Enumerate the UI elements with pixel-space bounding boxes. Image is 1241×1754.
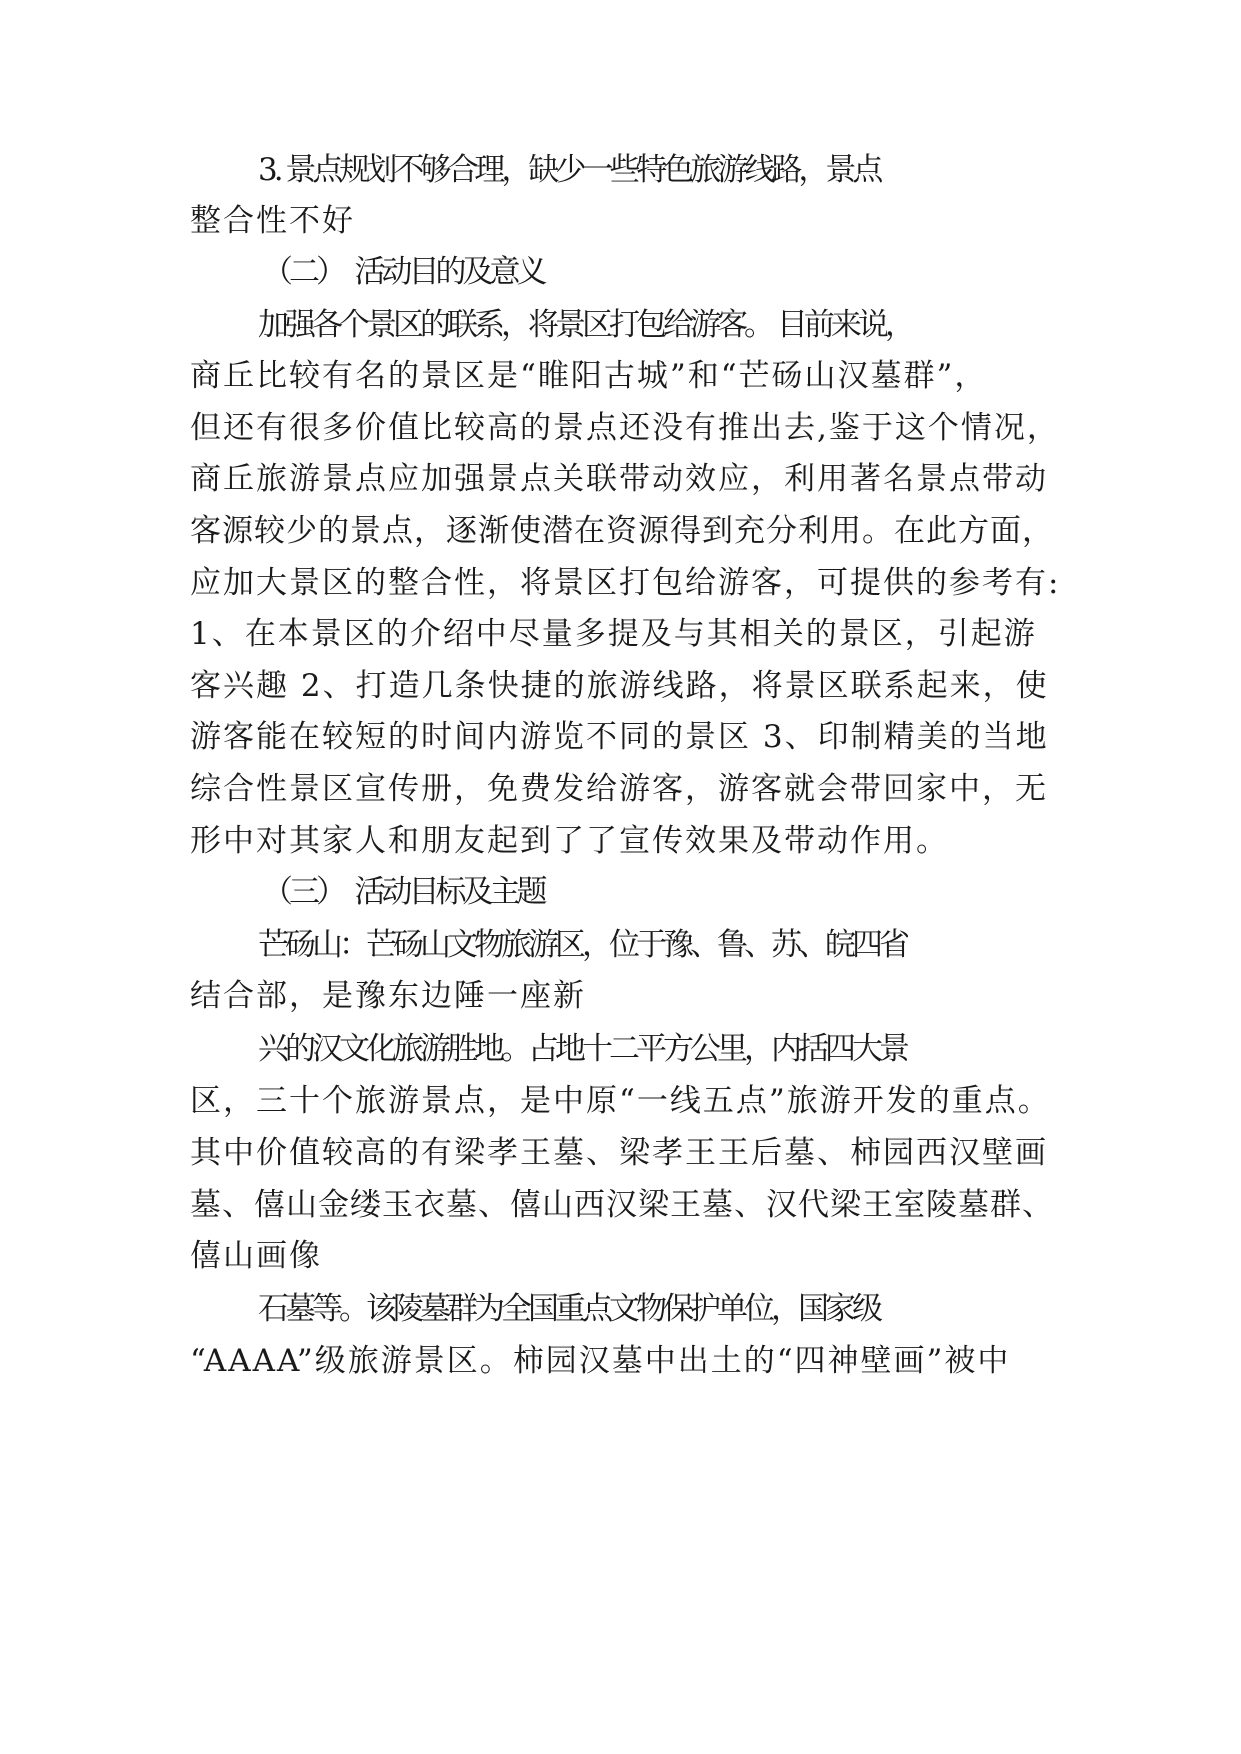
paragraph-line: 形中对其家人和朋友起到了了宣传效果及带动作用。 xyxy=(190,823,949,859)
paragraph-line: 3. 景点规划不够合理，缺少一些特色旅游线路，景点 xyxy=(258,152,880,188)
paragraph-line: 加强各个景区的联系，将景区打包给游客。 目前来说， xyxy=(258,307,912,343)
paragraph-line: 兴的汉文化旅游胜地。占地十二平方公里，内括四大景 xyxy=(258,1031,906,1067)
paragraph-line: 商丘旅游景点应加强景点关联带动效应，利用著名景点带动 xyxy=(190,461,1048,497)
paragraph-line: 墓、僖山金缕玉衣墓、僖山西汉梁王墓、汉代梁王室陵墓群、 xyxy=(190,1187,1054,1223)
section-heading: （三） 活动目标及主题 xyxy=(262,874,544,910)
paragraph-line: 商丘比较有名的景区是“睢阳古城”和“芒砀山汉墓群”， xyxy=(190,358,988,394)
paragraph-line: 芒砀山：芒砀山文物旅游区，位于豫、鲁、苏、皖四省 xyxy=(258,927,906,963)
section-heading: （二） 活动目的及意义 xyxy=(262,254,544,290)
paragraph-line: 游客能在较短的时间内游览不同的景区 3、印制精美的当地 xyxy=(190,719,1049,755)
paragraph-line: 其中价值较高的有梁孝王墓、梁孝王王后墓、柿园西汉壁画 xyxy=(190,1135,1048,1171)
paragraph-line: 结合部，是豫东边陲一座新 xyxy=(190,978,586,1014)
paragraph-line: 石墓等。该陵墓群为全国重点文物保护单位，国家级 xyxy=(258,1291,879,1327)
paragraph-line: 综合性景区宣传册，免费发给游客，游客就会带回家中，无 xyxy=(190,771,1048,807)
paragraph-line: 僖山画像 xyxy=(190,1238,322,1274)
paragraph-line: “AAAA”级旅游景区。柿园汉墓中出土的“四神壁画”被中 xyxy=(190,1343,1011,1379)
paragraph-line: 1、在本景区的介绍中尽量多提及与其相关的景区，引起游 xyxy=(190,616,1037,652)
paragraph-line: 应加大景区的整合性，将景区打包给游客，可提供的参考有: xyxy=(190,565,1061,601)
paragraph-line: 客源较少的景点，逐渐使潜在资源得到充分利用。在此方面， xyxy=(190,513,1054,549)
paragraph-line: 整合性不好 xyxy=(190,203,355,239)
paragraph-line: 但还有很多价值比较高的景点还没有推出去,鉴于这个情况， xyxy=(190,410,1060,446)
paragraph-line: 客兴趣 2、打造几条快捷的旅游线路，将景区联系起来，使 xyxy=(190,668,1049,704)
paragraph-line: 区，三十个旅游景点，是中原“一线五点”旅游开发的重点。 xyxy=(190,1083,1051,1119)
